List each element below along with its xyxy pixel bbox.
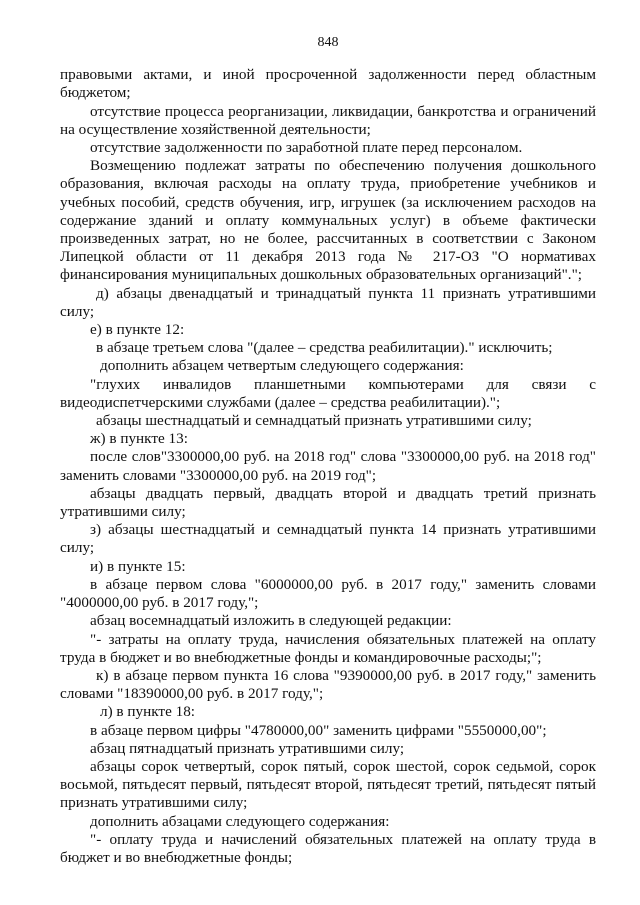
- paragraph: абзацы шестнадцатый и семнадцатый признать утратившими силу;: [96, 412, 532, 430]
- paragraph: в абзаце первом цифры "4780000,00" заменить цифрами "5550000,00";: [90, 721, 547, 739]
- paragraph: л) в пункте 18:: [100, 703, 196, 721]
- paragraph: и) в пункте 15:: [90, 557, 186, 575]
- paragraph: в абзаце первом слова "6000000,00 руб. в 2017 году," заменить словами "4000000,00 руб. в 2017 году,";: [60, 575, 596, 612]
- paragraph: абзацы сорок четвертый, сорок пятый, сорок шестой, сорок седьмой, сорок восьмой, пятьдесят первый, пятьдесят второй, пятьдесят третий, пятьдесят пятый признать утратившими силу;: [60, 757, 596, 812]
- paragraph: дополнить абзацем четвертым следующего содержания:: [100, 357, 464, 375]
- paragraph: "- затраты на оплату труда, начисления обязательных платежей на оплату труда в бюджет и во внебюджетные фонды и командировочные расходы;";: [60, 630, 596, 666]
- paragraph: абзац восемнадцатый изложить в следующей редакции:: [90, 612, 452, 630]
- paragraph: ж) в пункте 13:: [90, 430, 188, 448]
- paragraph: в абзаце третьем слова "(далее – средства реабилитации)." исключить;: [96, 339, 553, 357]
- paragraph: д) абзацы двенадцатый и тринадцатый пункта 11 признать утратившими силу;: [60, 284, 596, 320]
- paragraph: е) в пункте 12:: [90, 321, 185, 339]
- paragraph: дополнить абзацами следующего содержания:: [90, 812, 390, 830]
- paragraph: з) абзацы шестнадцатый и семнадцатый пункта 14 признать утратившими силу;: [60, 521, 596, 557]
- paragraph: абзац пятнадцатый признать утратившими силу;: [90, 739, 405, 757]
- page-number: 848: [317, 35, 339, 50]
- paragraph: абзацы двадцать первый, двадцать второй и двадцать третий признать утратившими силу;: [60, 484, 596, 521]
- paragraph: отсутствие процесса реорганизации, ликвидации, банкротства и ограничений на осуществление хозяйственной деятельности;: [60, 102, 596, 138]
- paragraph: Возмещению подлежат затраты по обеспечению получения дошкольного образования, включая расходы на оплату труда, приобретение учебников и учебных пособий, средств обучения, игр, игрушек (за исключением расходов на содержание зданий и оплату коммунальных услуг) в объеме фактически произведенных затрат, но не более, рассчитанных в соответствии с Законом Липецкой области от 11 декабря 2013 года № 217-ОЗ "О нормативах финансирования муниципальных дошкольных образовательных организаций".";: [60, 157, 596, 284]
- paragraph: отсутствие задолженности по заработной плате перед персоналом.: [90, 139, 523, 157]
- paragraph: к) в абзаце первом пункта 16 слова "9390000,00 руб. в 2017 году," заменить словами "18390000,00 руб. в 2017 году,";: [60, 666, 596, 703]
- paragraph: "- оплату труда и начислений обязательных платежей на оплату труда в бюджет и во внебюджетные фонды;: [60, 830, 596, 866]
- paragraph: "глухих инвалидов планшетными компьютерами для связи с видеодиспетчерскими службами (далее – средства реабилитации).";: [60, 375, 596, 411]
- document-page: [60, 0, 596, 867]
- paragraph: правовыми актами, и иной просроченной задолженности перед областным бюджетом;: [60, 66, 596, 102]
- paragraph: после слов"3300000,00 руб. на 2018 год" слова "3300000,00 руб. на 2018 год" заменить словами "3300000,00 руб. на 2019 год";: [60, 448, 596, 484]
